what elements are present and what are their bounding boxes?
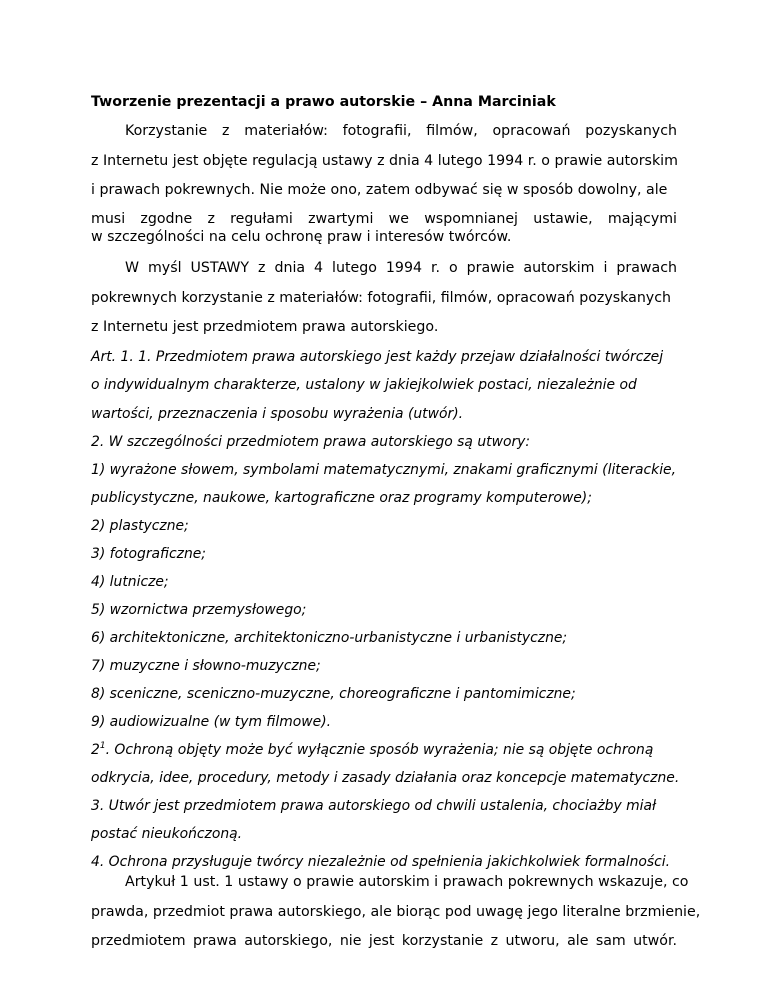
document-title: Tworzenie prezentacji a prawo autorskie – Anna Marciniak	[91, 94, 556, 110]
quote-line-4: 2. W szczególności przedmiotem prawa autorskiego są utwory:	[91, 434, 531, 450]
quote-line-3: wartości, przeznaczenia i sposobu wyrażenia (utwór).	[91, 406, 464, 422]
quote-line-15	[91, 740, 677, 760]
quote-line-6: publicystyczne, naukowe, kartograficzne oraz programy komputerowe);	[91, 490, 592, 506]
quote-line-10: 5) wzornictwa przemysłowego;	[91, 602, 307, 618]
quote-line-13: 8) sceniczne, sceniczno-muzyczne, choreograficzne i pantomimiczne;	[91, 686, 576, 702]
para3-line-1: Artykuł 1 ust. 1 ustawy o prawie autorskim i prawach pokrewnych wskazuje, co	[125, 874, 689, 890]
quote-line-11: 6) architektoniczne, architektoniczno-urbanistyczne i urbanistyczne;	[91, 630, 568, 646]
quote-line-16: odkrycia, idee, procedury, metody i zasady działania oraz koncepcje matematyczne.	[91, 770, 680, 786]
quote-line-9: 4) lutnicze;	[91, 574, 169, 590]
para1-line-3: i prawach pokrewnych. Nie może ono, zatem odbywać się w sposób dowolny, ale	[91, 182, 668, 198]
para1-line-1: Korzystanie z materiałów: fotografii, filmów, opracowań pozyskanych	[125, 123, 677, 139]
quote-line-19: 4. Ochrona przysługuje twórcy niezależnie od spełnienia jakichkolwiek formalności.	[91, 854, 671, 870]
quote-line-18: postać nieukończoną.	[91, 826, 243, 842]
para2-line-3: z Internetu jest przedmiotem prawa autorskiego.	[91, 319, 439, 335]
para1-line-2: z Internetu jest objęte regulacją ustawy z dnia 4 lutego 1994 r. o prawie autorskim	[91, 153, 678, 169]
quote-line-8: 3) fotograficzne;	[91, 546, 206, 562]
quote-line-17: 3. Utwór jest przedmiotem prawa autorskiego od chwili ustalenia, chociażby miał	[91, 798, 657, 814]
para2-line-1: W myśl USTAWY z dnia 4 lutego 1994 r. o prawie autorskim i prawach	[125, 260, 677, 276]
quote-line-12: 7) muzyczne i słowno-muzyczne;	[91, 658, 321, 674]
quote-superscript: 1	[99, 741, 106, 751]
quote-line-1: Art. 1. 1. Przedmiotem prawa autorskiego jest każdy przejaw działalności twórczej	[91, 349, 664, 365]
quote-sup-number: 2	[91, 742, 100, 758]
quote-line-14: 9) audiowizualne (w tym filmowe).	[91, 714, 332, 730]
para3-line-2: prawda, przedmiot prawa autorskiego, ale biorąc pod uwagę jego literalne brzmienie,	[91, 904, 701, 920]
para2-line-2: pokrewnych korzystanie z materiałów: fotografii, filmów, opracowań pozyskanych	[91, 290, 671, 306]
quote-sup-text: . Ochroną objęty może być wyłącznie sposób wyrażenia; nie są objęte ochroną	[105, 742, 654, 758]
para3-line-3: przedmiotem prawa autorskiego, nie jest korzystanie z utworu, ale sam utwór.	[91, 933, 677, 949]
quote-line-7: 2) plastyczne;	[91, 518, 189, 534]
para1-line-5: w szczególności na celu ochronę praw i interesów twórców.	[91, 229, 512, 245]
quote-line-5: 1) wyrażone słowem, symbolami matematycznymi, znakami graficznymi (literackie,	[91, 462, 677, 478]
para1-line-4: musi zgodne z regułami zwartymi we wspomnianej ustawie, mającymi	[91, 211, 677, 227]
quote-line-2: o indywidualnym charakterze, ustalony w jakiejkolwiek postaci, niezależnie od	[91, 377, 637, 393]
